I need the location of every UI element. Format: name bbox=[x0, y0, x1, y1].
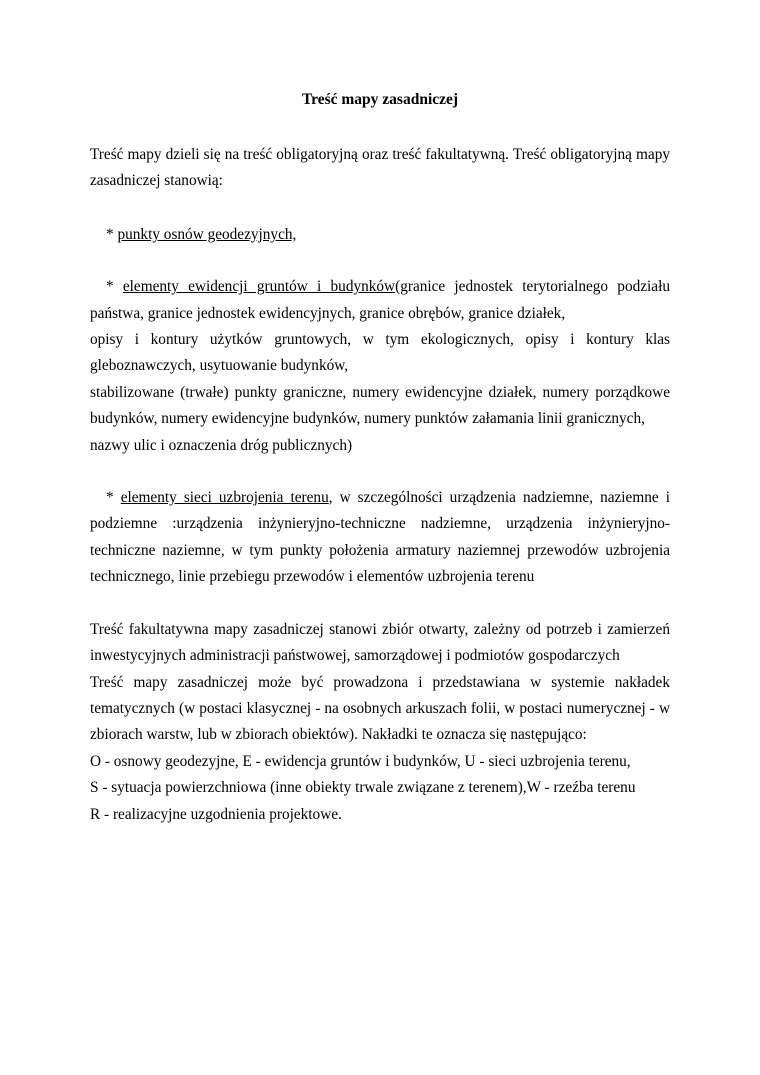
bullet-text: , w szczególności urządzenia nadziemne, naziemne i podziemne :urządzenia inżynieryjno-techniczne nadziemne, urządzenia inżynieryjno-techniczne naziemne, w tym punkty położenia armatury naziemnej przewodów uzbrojenia technicznego, linie przebiegu przewodów i elementów uzbrojenia terenu bbox=[90, 489, 670, 586]
spacer bbox=[90, 195, 670, 222]
bullet-heading: elementy sieci uzbrojenia terenu bbox=[120, 489, 329, 507]
document-title: Treść mapy zasadniczej bbox=[301, 91, 459, 108]
bullet-marker: * bbox=[106, 489, 121, 507]
bullet-land-register bbox=[90, 274, 670, 327]
spacer bbox=[90, 591, 670, 617]
bullet-utility-networks bbox=[90, 485, 670, 591]
bullet-land-register-line3: stabilizowane (trwałe) punkty graniczne, numery ewidencyjne działek, numery porządkowe budynków, numery ewidencyjne budynków, numery punktów załamania linii granicznych, bbox=[90, 383, 670, 428]
bullet-text: (granice jednostek terytorialnego podziału państwa, granice jednostek ewidencyjnych, granice obrębów, granice działek, bbox=[90, 278, 670, 322]
bullet-marker: * bbox=[106, 225, 118, 243]
spacer bbox=[90, 459, 670, 485]
intro-paragraph: Treść mapy dzieli się na treść obligatoryjną oraz treść fakultatywną. Treść obligatoryjną mapy zasadniczej stanowią: bbox=[90, 146, 670, 190]
bullet-control-points bbox=[90, 222, 670, 248]
legend-line: S - sytuacja powierzchniowa (inne obiekty trwale związane z terenem),W - rzeźba terenu bbox=[90, 779, 636, 797]
overlays-paragraph: Treść mapy zasadniczej może być prowadzona i przedstawiana w systemie nakładek tematycznych (w postaci klasycznej - na osobnych arkuszach folii, w postaci numerycznej - w zbiorach warstw, lub w zbiorach obiektów). Nakładki te oznacza się następująco: bbox=[90, 673, 670, 744]
bullet-marker: * bbox=[106, 278, 123, 296]
facultative-paragraph: Treść fakultatywna mapy zasadniczej stanowi zbiór otwarty, zależny od potrzeb i zamierzeń inwestycyjnych administracji państwowej, samorządowej i podmiotów gospodarczych bbox=[90, 620, 670, 665]
bullet-land-register-line2: opisy i kontury użytków gruntowych, w tym ekologicznych, opisy i kontury klas gleboznawczych, usytuowanie budynków, bbox=[90, 331, 670, 375]
bullet-heading: elementy ewidencji gruntów i budynków bbox=[122, 278, 396, 296]
legend-line: R - realizacyjne uzgodnienia projektowe. bbox=[90, 805, 342, 823]
document-body bbox=[90, 142, 670, 828]
bullet-heading: punkty osnów geodezyjnych, bbox=[117, 225, 297, 243]
bullet-land-register-line4: nazwy ulic i oznaczenia dróg publicznych) bbox=[90, 436, 353, 454]
spacer bbox=[90, 248, 670, 274]
legend-line: O - osnowy geodezyjne, E - ewidencja gruntów i budynków, U - sieci uzbrojenia terenu, bbox=[90, 752, 631, 770]
